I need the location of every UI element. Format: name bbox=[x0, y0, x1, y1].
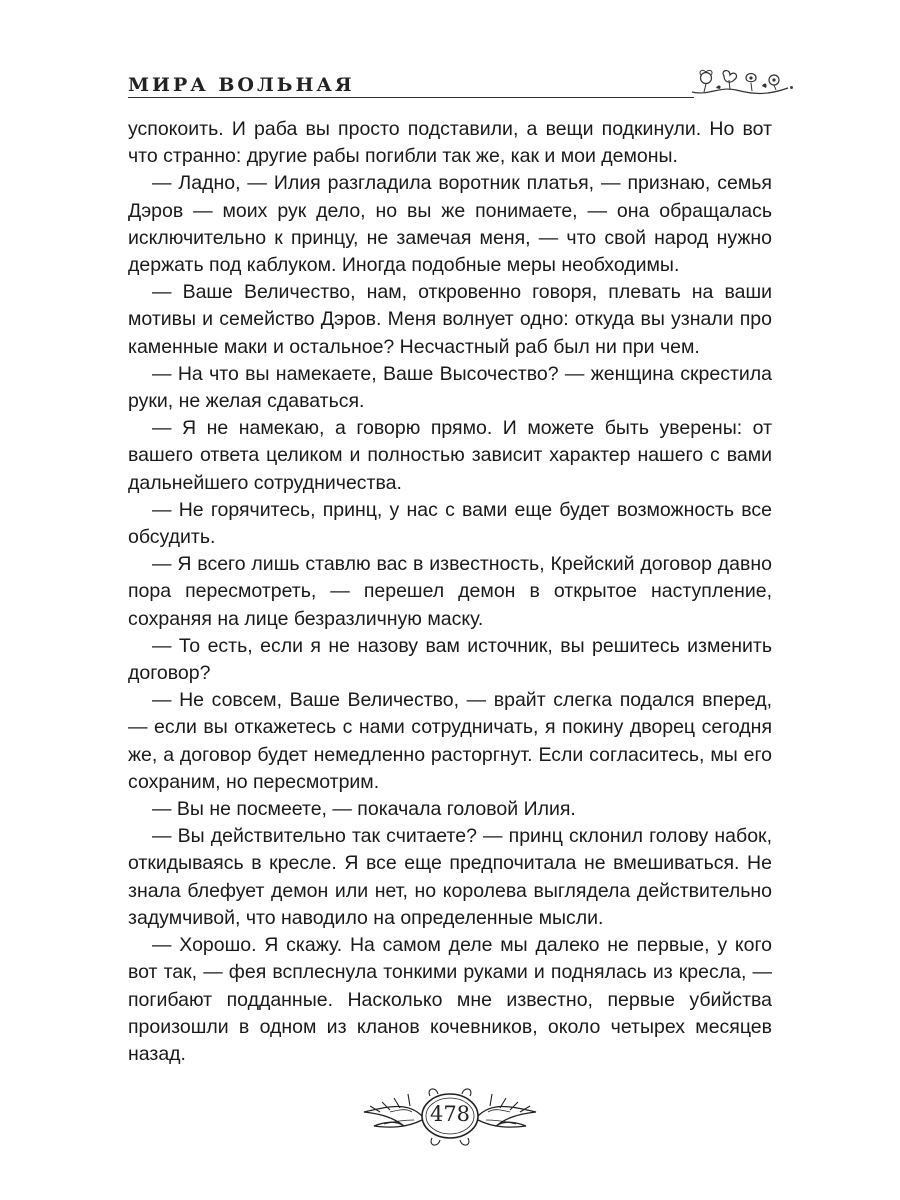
floral-vine-icon bbox=[690, 66, 790, 98]
paragraph: успокоить. И раба вы просто подставили, а вещи подкинули. Но вот что странно: другие рабы погибли так же, как и мои демоны. bbox=[128, 118, 772, 168]
paragraph: — Хорошо. Я скажу. На самом деле мы далеко не первые, у кого вот так, — фея всплеснула тонкими руками и поднялась из кресла, — погибают подданные. Насколько мне известно, первые убийства произошли в одном из кланов кочевников, около четырех месяцев назад. bbox=[128, 934, 772, 1065]
header-rule bbox=[128, 97, 694, 98]
paragraph: — То есть, если я не назову вам источник, вы решитесь изменить договор? bbox=[128, 634, 772, 685]
paragraph: — Не совсем, Ваше Величество, — врайт слегка подался вперед, — если вы откажетесь с нами сотрудничать, я покину дворец сегодня же, а договор будет немедленно расторгнут. Если согласитесь, мы его сохраним, но пересмотрим. bbox=[128, 689, 772, 793]
page-number: 478 bbox=[429, 1102, 471, 1126]
paragraph: — Я всего лишь ставлю вас в известность, Крейский договор давно пора пересмотреть, — перешел демон в открытое наступление, сохраняя на лице безразличную маску. bbox=[128, 553, 772, 630]
paragraph: — Вы не посмеете, — покачала головой Илия. bbox=[152, 798, 576, 821]
body-text bbox=[128, 116, 772, 1068]
page-footer bbox=[360, 1082, 540, 1152]
running-header bbox=[128, 66, 788, 102]
running-title: МИРА ВОЛЬНАЯ bbox=[128, 74, 355, 96]
paragraph: — Я не намекаю, а говорю прямо. И можете быть уверены: от вашего ответа целиком и полностью зависит характер нашего с вами дальнейшего сотрудничества. bbox=[128, 417, 772, 494]
paragraph: — Ваше Величество, нам, откровенно говоря, плевать на ваши мотивы и семейство Дэров. Меня волнует одно: откуда вы узнали про каменные маки и остальное? Несчастный раб был ни при чем. bbox=[128, 281, 772, 358]
paragraph: — Вы действительно так считаете? — принц склонил голову набок, откидываясь в кресле. Я все еще предпочитала не вмешиваться. Не знала блефует демон или нет, но королева выглядела действительно задумчивой, что наводило на определенные мысли. bbox=[128, 825, 772, 929]
paragraph: — Ладно, — Илия разгладила воротник платья, — признаю, семья Дэров — моих рук дело, но вы же понимаете, — она обращалась исключительно к принцу, не замечая меня, — что свой народ нужно держать под каблуком. Иногда подобные меры необходимы. bbox=[128, 172, 772, 277]
paragraph: — На что вы намекаете, Ваше Высочество? — женщина скрестила руки, не желая сдаваться. bbox=[128, 362, 772, 413]
header-dot bbox=[790, 86, 793, 89]
paragraph: — Не горячитесь, принц, у нас с вами еще будет возможность все обсудить. bbox=[128, 498, 772, 549]
